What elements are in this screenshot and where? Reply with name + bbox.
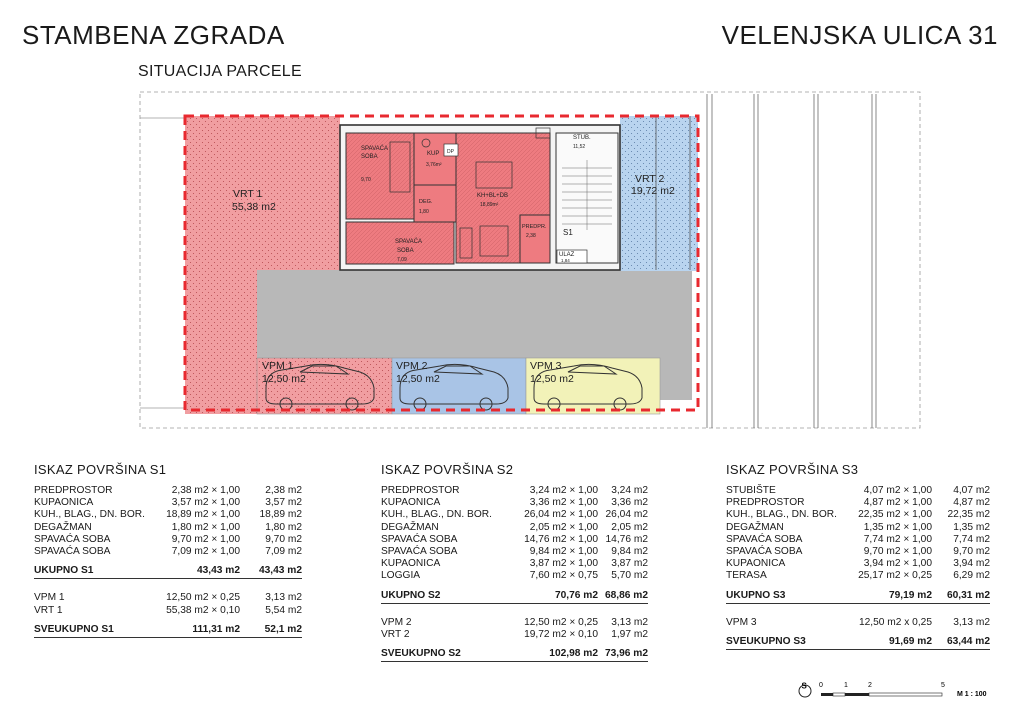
table-row (726, 617, 990, 629)
row-calc: 1,80 m2 × 1,00 (171, 521, 240, 533)
table-row (34, 565, 302, 577)
row-calc: 3,24 m2 × 1,00 (529, 485, 598, 496)
table-row (381, 558, 648, 570)
document-address: VELENJSKA ULICA 31 (721, 20, 998, 50)
row-calc: 3,36 m2 × 1,00 (529, 497, 598, 509)
table-row (726, 636, 990, 648)
table-row (726, 522, 990, 534)
room-area: 1,84 (561, 258, 570, 263)
table-row (34, 605, 302, 617)
table-row (34, 592, 302, 604)
row-value: 1,35 m2 (953, 521, 990, 533)
table-row (381, 534, 648, 546)
row-value: 2,38 m2 (265, 485, 302, 496)
row-calc: 9,70 m2 × 1,00 (863, 545, 932, 557)
row-name: KUPAONICA (726, 558, 786, 570)
table-row (34, 624, 302, 636)
row-calc: 22,35 m2 × 1,00 (858, 509, 932, 521)
scale-tick: 5 (941, 682, 945, 689)
row-value: 26,04 m2 (605, 509, 648, 521)
row-value: 4,07 m2 (953, 485, 990, 496)
row-name: SVEUKUPNO S3 (726, 635, 806, 647)
row-value: 3,13 m2 (611, 616, 648, 628)
table-row (381, 546, 648, 558)
vpm2-area-label: 12,50 m2 (396, 373, 440, 385)
row-value: 52,1 m2 (264, 623, 302, 635)
vpm2-label: VPM 2 (396, 360, 428, 372)
table-divider (34, 578, 302, 579)
row-calc: 18,89 m2 × 1,00 (166, 509, 240, 521)
room-label: SOBA (397, 248, 414, 254)
row-calc: 7,60 m2 × 0,75 (529, 570, 598, 582)
row-calc: 43,43 m2 (196, 565, 240, 577)
vrt1-area-label: 55,38 m2 (232, 201, 276, 213)
table-row (381, 617, 648, 629)
row-name: KUH., BLAG., DN. BOR. (726, 509, 837, 521)
table-divider (726, 649, 990, 650)
table-row (726, 534, 990, 546)
row-value: 9,70 m2 (265, 533, 302, 545)
room-label: PREDPR. (522, 224, 547, 230)
row-name: SPAVAĆA SOBA (381, 545, 458, 557)
row-value: 9,84 m2 (611, 545, 648, 557)
row-value: 4,87 m2 (953, 497, 990, 509)
row-calc: 4,07 m2 × 1,00 (863, 485, 932, 496)
scale-tick: 2 (868, 682, 872, 689)
row-name: PREDPROSTOR (34, 485, 113, 496)
scale-ratio: M 1 : 100 (957, 691, 987, 698)
row-name: SVEUKUPNO S1 (34, 623, 114, 635)
row-calc: 1,35 m2 × 1,00 (863, 521, 932, 533)
row-name: UKUPNO S3 (726, 589, 786, 601)
room-label: STUB. (573, 135, 591, 141)
table-row (726, 590, 990, 602)
row-name: KUPAONICA (34, 497, 94, 509)
row-calc: 3,57 m2 × 1,00 (171, 497, 240, 509)
table-divider (34, 637, 302, 638)
vpm1-label: VPM 1 (262, 360, 294, 372)
row-name: VRT 2 (381, 628, 410, 640)
row-calc: 9,84 m2 × 1,00 (529, 545, 598, 557)
room-label: KUP (427, 151, 440, 157)
table-title: ISKAZ POVRŠINA S1 (34, 462, 167, 477)
row-value: 7,09 m2 (265, 545, 302, 557)
row-name: SVEUKUPNO S2 (381, 648, 461, 660)
row-calc: 12,50 m2 × 0,25 (166, 592, 240, 604)
row-calc: 3,94 m2 × 1,00 (863, 558, 932, 570)
row-value: 1,97 m2 (611, 628, 648, 640)
row-name: TERASA (726, 570, 767, 582)
room-area: 11,52 (573, 144, 586, 150)
row-calc: 12,50 m2 × 0,25 (524, 616, 598, 628)
row-calc: 3,87 m2 × 1,00 (529, 558, 598, 570)
table-row (381, 570, 648, 582)
row-name: VPM 1 (34, 592, 65, 604)
row-calc: 4,87 m2 × 1,00 (863, 497, 932, 509)
row-value: 5,70 m2 (611, 570, 648, 582)
row-calc: 91,69 m2 (888, 635, 932, 647)
row-name: DEGAŽMAN (726, 521, 784, 533)
road-stripes (707, 94, 876, 428)
row-name: PREDPROSTOR (381, 485, 460, 496)
row-name: PREDPROSTOR (726, 497, 805, 509)
vrt2-label: VRT 2 (635, 173, 665, 185)
row-value: 3,13 m2 (953, 616, 990, 628)
table-divider (381, 661, 648, 662)
row-value: 3,87 m2 (611, 558, 648, 570)
row-name: SPAVAĆA SOBA (34, 533, 111, 545)
room-area: 1,80 (419, 209, 429, 215)
table-row (726, 485, 990, 497)
row-calc: 111,31 m2 (192, 623, 240, 635)
scale-tick: 0 (819, 682, 823, 689)
area-table-s3 (726, 462, 990, 656)
table-row (381, 590, 648, 602)
row-name: DEGAŽMAN (381, 521, 439, 533)
table-row (34, 485, 302, 497)
room-label: SOBA (361, 154, 378, 160)
row-name: LOGGIA (381, 570, 421, 582)
room-area: 2,38 (526, 233, 536, 239)
row-value: 60,31 m2 (946, 589, 990, 601)
row-name: KUH., BLAG., DN. BOR. (381, 509, 492, 521)
row-name: KUPAONICA (381, 497, 441, 509)
row-calc: 55,38 m2 × 0,10 (166, 604, 240, 616)
table-title: ISKAZ POVRŠINA S2 (381, 462, 514, 477)
row-calc: 26,04 m2 × 1,00 (524, 509, 598, 521)
table-row (381, 629, 648, 641)
room-label: SPAVAĆA (395, 239, 423, 245)
room-area: 3,76m² (426, 162, 442, 168)
row-calc: 25,17 m2 × 0,25 (858, 570, 932, 582)
room-area: 7,09 (397, 257, 407, 263)
table-row (34, 534, 302, 546)
table-row (726, 558, 990, 570)
row-calc: 14,76 m2 × 1,00 (524, 533, 598, 545)
vrt1-label: VRT 1 (233, 188, 263, 200)
scale-tick: 1 (844, 682, 848, 689)
row-value: 9,70 m2 (953, 545, 990, 557)
row-name: UKUPNO S2 (381, 589, 441, 601)
row-name: KUPAONICA (381, 558, 441, 570)
table-divider (381, 603, 648, 604)
document-subtitle: SITUACIJA PARCELE (138, 63, 302, 80)
table-row (34, 497, 302, 509)
row-calc: 2,38 m2 × 1,00 (171, 485, 240, 496)
row-name: UKUPNO S1 (34, 565, 94, 577)
row-calc: 9,70 m2 × 1,00 (171, 533, 240, 545)
row-calc: 70,76 m2 (554, 589, 598, 601)
row-calc: 79,19 m2 (888, 589, 932, 601)
row-calc: 12,50 m2 x 0,25 (858, 616, 932, 628)
table-row (726, 497, 990, 509)
table-row (381, 648, 648, 660)
row-name: KUH., BLAG., DN. BOR. (34, 509, 145, 521)
row-calc: 2,05 m2 × 1,00 (529, 521, 598, 533)
room-label: KH+BL+DB (477, 193, 509, 199)
table-row (34, 522, 302, 534)
row-value: 14,76 m2 (605, 533, 648, 545)
vpm3-label: VPM 3 (530, 360, 562, 372)
table-row (726, 546, 990, 558)
row-name: SPAVAĆA SOBA (726, 545, 803, 557)
table-row (726, 570, 990, 582)
area-table-s1 (34, 462, 302, 644)
row-calc: 19,72 m2 × 0,10 (524, 628, 598, 640)
row-name: VPM 2 (381, 616, 412, 628)
room-label: SPAVAĆA (361, 146, 389, 152)
room-label: DEG. (419, 199, 433, 205)
row-value: 18,89 m2 (259, 509, 302, 521)
row-value: 63,44 m2 (946, 635, 990, 647)
table-row (381, 522, 648, 534)
row-value: 7,74 m2 (953, 533, 990, 545)
row-name: VRT 1 (34, 604, 63, 616)
row-value: 1,80 m2 (265, 521, 302, 533)
row-value: 2,05 m2 (611, 521, 648, 533)
area-table-s2 (381, 462, 648, 668)
table-row (381, 485, 648, 497)
row-name: DEGAŽMAN (34, 521, 92, 533)
row-name: SPAVAĆA SOBA (34, 545, 111, 557)
row-value: 5,54 m2 (265, 604, 302, 616)
table-divider (726, 603, 990, 604)
row-value: 3,36 m2 (611, 497, 648, 509)
room-area: 9,70 (361, 177, 371, 183)
vpm1-area-label: 12,50 m2 (262, 373, 306, 385)
row-value: 3,57 m2 (265, 497, 302, 509)
row-value: 3,24 m2 (611, 485, 648, 496)
vrt2-area-label: 19,72 m2 (631, 185, 675, 197)
row-calc: 7,74 m2 × 1,00 (863, 533, 932, 545)
row-name: STUBIŠTE (726, 485, 776, 496)
vpm3-area-label: 12,50 m2 (530, 373, 574, 385)
north-label: S (801, 681, 807, 691)
table-title: ISKAZ POVRŠINA S3 (726, 462, 859, 477)
row-calc: 7,09 m2 × 1,00 (171, 545, 240, 557)
room-hall (520, 215, 550, 263)
row-value: 22,35 m2 (947, 509, 990, 521)
room-label: DP (447, 149, 454, 155)
row-name: SPAVAĆA SOBA (381, 533, 458, 545)
table-row (34, 509, 302, 521)
unit-marker: S1 (563, 228, 573, 237)
row-calc: 102,98 m2 (549, 648, 598, 660)
row-value: 6,29 m2 (953, 570, 990, 582)
row-name: VPM 3 (726, 616, 757, 628)
driveway (257, 270, 692, 358)
row-value: 3,94 m2 (953, 558, 990, 570)
table-row (726, 509, 990, 521)
room-area: 18,89m² (480, 202, 499, 208)
room-label: ULAZ (559, 252, 575, 258)
row-value: 73,96 m2 (604, 648, 648, 660)
row-value: 68,86 m2 (604, 589, 648, 601)
document-title: STAMBENA ZGRADA (22, 20, 285, 50)
table-row (381, 509, 648, 521)
row-value: 43,43 m2 (258, 565, 302, 577)
row-value: 3,13 m2 (265, 592, 302, 604)
row-name: SPAVAĆA SOBA (726, 533, 803, 545)
table-row (34, 546, 302, 558)
scale-bar (796, 676, 996, 700)
table-row (381, 497, 648, 509)
